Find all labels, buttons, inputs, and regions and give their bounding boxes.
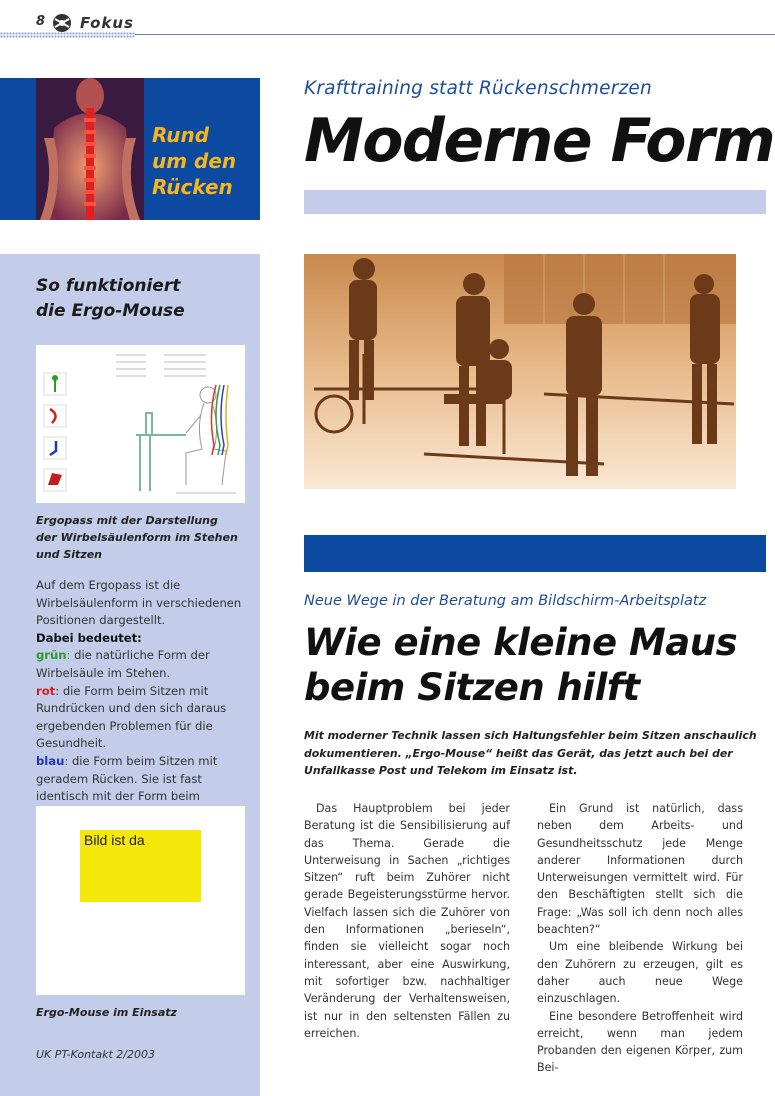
photo-caption: Ergo-Mouse im Einsatz [36,1006,177,1019]
meaning-label: Dabei bedeutet: [36,630,142,645]
section-label: Fokus [80,14,134,32]
hero-line-1: Rund [152,123,210,147]
article2-title-line-1: Wie eine kleine Maus [304,621,738,664]
hero-text [152,122,236,200]
article2-title [304,620,737,710]
red-label: rot [36,683,56,698]
article2-title-line-2: beim Sitzen hilft [304,666,640,709]
article2-lead: Mit moderner Technik lassen sich Haltungsfehler beim Sitzen anschaulich dokumentieren. „Ergo-Mouse“ heißt das Gerät, das jetzt auch bei der Unfallkasse Post und Telekom im Einsatz ist. [304,729,757,777]
placeholder-text: Bild ist da [84,832,145,848]
intro-text: Auf dem Ergopass ist die Wirbelsäulenform in verschiedenen Positionen dargestellt. [36,578,242,628]
blue-label: blau [36,753,65,768]
column2-paragraph-2: Um eine bleibende Wirkung bei den Zuhörern zu erzeugen, gilt es daher auch neue Wege einzuschlagen. [537,940,743,1006]
article2-column-2 [537,800,743,1077]
ergopass-caption-line-3: und Sitzen [36,548,103,561]
article1-title: Moderne Form [304,106,775,176]
back-anatomy-illustration [36,78,144,220]
column2-paragraph-3: Eine besondere Betroffenheit wird erreicht, wenn man jedem Probanden den eigenen Körper, zum Bei- [537,1009,743,1075]
sidebar-heading [36,274,185,324]
ergopass-caption-line-1: Ergopass mit der Darstellung [36,514,218,527]
article1-kicker: Krafttraining statt Rückenschmerzen [304,78,652,99]
header-rule [135,34,775,35]
ergopass-diagram [36,345,245,503]
article2-kicker: Neue Wege in der Beratung am Bildschirm-Arbeitsplatz [304,593,707,609]
article2-column-1 [304,800,510,1042]
red-text: : die Form beim Sitzen mit Rundrücken und den sich daraus ergebenden Problemen für die Gesundheit. [36,683,227,751]
issue-footer: UK PT-Kontakt 2/2003 [36,1048,155,1061]
title-underline-bar [304,190,766,214]
emblem-icon [52,13,72,33]
column2-paragraph-1: Ein Grund ist natürlich, dass neben dem Arbeits- und Gesundheitsschutz jede Menge anderer Informationen durch Unterweisungen vermittelt wird. Für den Beschäftigten stellt sich die Frage: „Was soll ich denn noch alles beachten?“ [537,802,743,937]
page-header [0,0,775,40]
sidebar-box [0,254,260,1096]
ergopass-caption [36,512,246,563]
ergopass-caption-line-2: der Wirbelsäulenform im Stehen [36,531,238,544]
article-divider-bar [304,535,766,572]
ergo-mouse-photo [36,806,245,995]
column1-paragraph: Das Hauptproblem bei jeder Beratung ist die Sensibilisierung auf das Thema. Gerade die Unterweisung in Sachen „richtiges Sitzen“ ruft beim Zuhörer nicht gerade Begeisterungsstürme hervor. Vielfach lassen sich die Zuhörer von den Informationen „berieseln“, finden sie vielleicht sogar noch interessant, aber eine Auswirkung, mit sofortiger bzw. nachhaltiger Veränderung der Verhaltensweisen, ist nur in den seltensten Fällen zu erreichen. [304,802,510,1040]
hero-line-3: Rücken [152,175,233,199]
hero-banner [0,78,260,220]
green-text: : die natürliche Form der Wirbelsäule im Stehen. [36,648,210,680]
ergopass-explanation [36,577,248,823]
sidebar-heading-line-2: die Ergo-Mouse [36,301,185,321]
sidebar-heading-line-1: So funktioniert [36,276,181,296]
blue-text: : die Form beim Sitzen mit geradem Rücken. Sie ist fast identisch mit der Form beim [36,753,218,804]
gym-training-photo [304,254,736,489]
green-label: grün [36,648,67,663]
page-number: 8 [36,14,46,29]
hero-line-2: um den [152,149,237,173]
image-placeholder [80,830,201,902]
